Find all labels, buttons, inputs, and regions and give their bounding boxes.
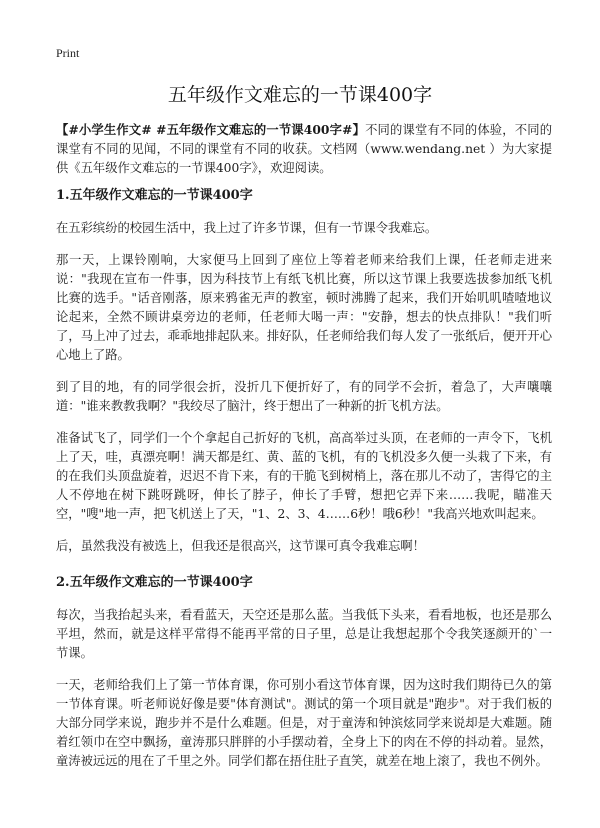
- paragraph: 每次，当我抬起头来，看看蓝天，天空还是那么蓝。当我低下头来，看看地板，也还是那么平坦，然而，就是这样平常得不能再平常的日子里，总是让我想起那个令我笑逐颜开的`一节课。: [56, 608, 552, 660]
- paragraph: 后，虽然我没有被选上，但我还是很高兴，这节课可真令我难忘啊！: [56, 539, 425, 553]
- section-heading-2: 2.五年级作文难忘的一节课400字: [56, 575, 253, 590]
- intro-tags: 【#小学生作文# #五年级作文难忘的一节课400字#】: [56, 122, 366, 137]
- print-link[interactable]: Print: [56, 46, 80, 60]
- paragraph: 一天，老师给我们上了第一节体育课，你可别小看这节体育课，因为这时我们期待已久的第一节体育课。听老师说好像是要"体育测试"。测试的第一个项目就是"跑步"。对于我们板的大部分同学来说，跑步并不是什么难题。但是，对于童涛和钟滨炫同学来说却是大难题。随着红领巾在空中飘扬，童涛那只胖胖的小手摆动着，全身上下的肉在不停的抖动着。显然，童涛被远远的甩在了千里之外。同学们都在捂住肚子直笑，就差在地上滚了，我也不例外。: [56, 678, 552, 768]
- article-body: [56, 186, 552, 784]
- intro-paragraph: [56, 120, 552, 178]
- paragraph: 那一天，上课铃刚响，大家便马上回到了座位上等着老师来给我们上课，任老师走进来说："我现在宣布一件事，因为科技节上有纸飞机比赛，所以这节课上我要选拔参加纸飞机比赛的选手。"话音刚落，原来鸦雀无声的教室，顿时沸腾了起来，我们开始叽叽喳喳地议论起来，全然不顾讲桌旁边的老师，任老师大喝一声："安静，想去的快点排队！"我们听了，马上冲了过去，乖乖地排起队来。排好队，任老师给我们每人发了一张纸后，便开开心心地上了路。: [56, 253, 552, 362]
- paragraph: 准备试飞了，同学们一个个拿起自己折好的飞机，高高举过头顶，在老师的一声令下，飞机上了天，哇，真漂亮啊！满天都是红、黄、蓝的飞机，有的飞机没多久便一头栽了下来，有的在我们头顶盘旋着，迟迟不肯下来，有的干脆飞到树梢上，落在那儿不动了，害得它的主人不停地在树下跳呀跳呀，伸长了脖子，伸长了手臂，想把它弄下来……我呢，瞄准天空，"嗖"地一声，把飞机送上了天，"1、2、3、4……6秒！哦6秒！"我高兴地欢叫起来。: [56, 431, 552, 521]
- page-title: 五年级作文难忘的一节课400字: [167, 84, 433, 106]
- paragraph: 到了目的地，有的同学很会折，没折几下便折好了，有的同学不会折，着急了，大声嚷嚷道："谁来教教我啊？"我绞尽了脑汁，终于想出了一种新的折飞机方法。: [56, 380, 552, 413]
- intro-text: 不同的课堂有不同的体验，不同的课堂有不同的见闻，不同的课堂有不同的收获。文档网（www.wendang.net ）为大家提供《五年级作文难忘的一节课400字》，欢迎阅读。: [56, 123, 552, 175]
- section-heading-1: 1.五年级作文难忘的一节课400字: [56, 188, 253, 203]
- paragraph: 在五彩缤纷的校园生活中，我上过了许多节课，但有一节课令我难忘。: [56, 221, 438, 235]
